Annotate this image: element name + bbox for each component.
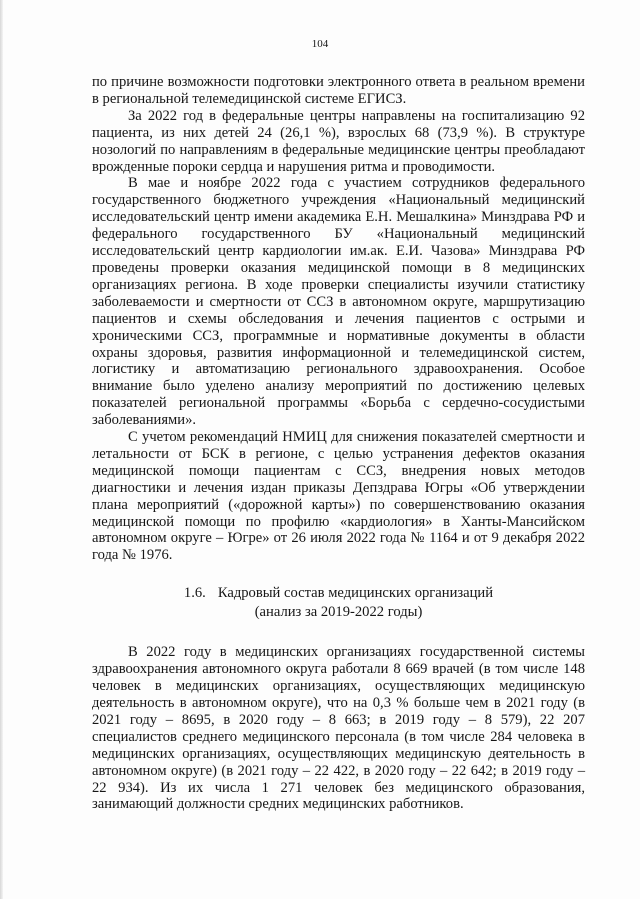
paragraph-nmic-inspections: В мае и ноябре 2022 года с участием сотрудников федерального государственного бюджетного учреждения «Национальный медицинский исследовательский центр имени академика Е.Н. Мешалкина» Минздрава РФ и федерального государственного БУ «Национальный медицинский исследовательский центр кардиологии им.ак. Е.И. Чазова» Минздрава РФ проведены проверки оказания медицинской помощи в 8 медицинских организациях региона. В ходе проверки специалисты изучили статистику заболеваемости и смертности от ССЗ в автономном округе, маршрутизацию пациентов и схемы обследования и лечения пациентов с острыми и хроническими ССЗ, программные и нормативные документы в области охраны здоровья, развития информационной и телемедицинской систем, логистику и автоматизацию регионального здравоохранения. Особое внимание было уделено анализу мероприятий по достижению целевых показателей региональной программы «Борьба с сердечно-сосудистыми заболеваниями».: [92, 175, 585, 429]
page-edge-shadow: [0, 0, 3, 899]
section-heading: [92, 584, 585, 622]
section-title: Кадровый состав медицинских организаций: [217, 585, 494, 602]
section-number: 1.6.: [183, 585, 206, 602]
paragraph-egisz: по причине возможности подготовки электронного ответа в реальном времени в региональной телемедицинской системе ЕГИСЗ.: [92, 74, 585, 107]
page-number: 104: [311, 38, 329, 50]
text-body: [92, 74, 585, 813]
paragraph-federal-centers: За 2022 год в федеральные центры направлены на госпитализацию 92 пациента, из них детей 24 (26,1 %), взрослых 68 (73,9 %). В структуре нозологий по направлениям в федеральные медицинские центры преобладают врожденные пороки сердца и нарушения ритма и проводимости.: [92, 107, 585, 175]
paragraph-roadmap-orders: С учетом рекомендаций НМИЦ для снижения показателей смертности и летальности от БСК в регионе, с целью устранения дефектов оказания медицинской помощи пациентам с ССЗ, внедрения новых методов диагностики и лечения издан приказы Депздрава Югры «Об утверждении плана мероприятий («дорожной карты») по совершенствованию оказания медицинской помощи по профилю «кардиология» в Ханты-Мансийском автономном округе – Югре» от 26 июля 2022 года № 1164 и от 9 декабря 2022 года № 1976.: [92, 429, 585, 564]
paragraph-staffing: В 2022 году в медицинских организациях государственной системы здравоохранения автономного округа работали 8 669 врачей (в том числе 148 человек в медицинских организациях, осуществляющих медицинскую деятельность в автономном округе), что на 0,3 % больше чем в 2021 году (в 2021 году – 8695, в 2020 году – 8 663; в 2019 году – 8 579), 22 207 специалистов среднего медицинского персонала (в том числе 284 человека в медицинских организациях, осуществляющих медицинскую деятельность в автономном округе) (в 2021 году – 22 422, в 2020 году – 22 642; в 2019 году – 22 934). Из их числа 1 271 человек без медицинского образования, занимающий должности средних медицинских работников.: [92, 644, 585, 813]
section-subtitle: (анализ за 2019-2022 годы): [254, 604, 423, 621]
